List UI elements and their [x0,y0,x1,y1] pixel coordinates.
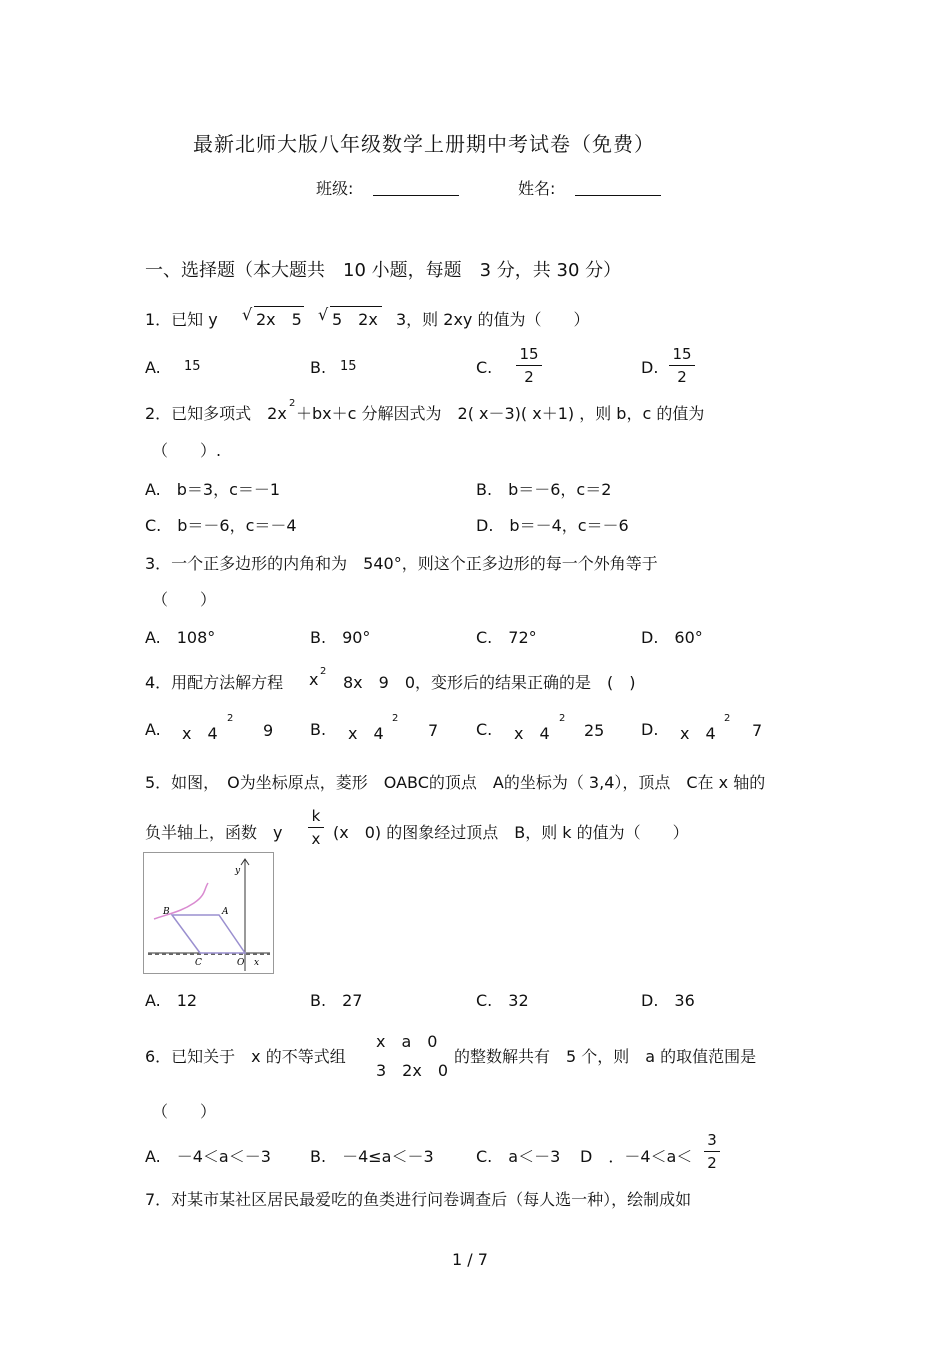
q1-option-a-value: 15 [184,359,201,374]
q2-option-a[interactable]: A. b＝3，c＝－1 [145,480,281,499]
class-blank[interactable] [373,194,459,196]
q2-option-d[interactable]: D. b＝－4，c＝－6 [476,516,629,535]
q5-option-c[interactable]: C. 32 [476,991,529,1010]
q6-option-c[interactable]: C. a＜－3 [476,1147,561,1166]
q4-option-a-letter[interactable]: A. [145,720,161,739]
q5-option-a[interactable]: A. 12 [145,991,198,1010]
q4-option-c-letter[interactable]: C. [476,720,493,739]
q4-stem-start: 4．用配方法解方程 [145,673,284,692]
q5-stem-line2-end: (x 0) 的图象经过顶点 B，则 k 的值为（ ） [333,823,689,842]
radical-2: √ [318,305,329,324]
q1-option-c-fraction: 15 2 [516,344,542,387]
q4-variable: x [309,670,319,689]
q2-stem-end: ＋bx＋c 分解因式为 2( x－3)( x＋1) ，则 b，c 的值为 [296,404,705,423]
q1-option-b-letter[interactable]: B. [310,358,327,377]
exam-title: 最新北师大版八年级数学上册期中考试卷（免费） [193,132,655,156]
q4-stem-end: 8x 9 0，变形后的结果正确的是 ( ) [343,673,636,692]
q1-option-b-value: 15 [340,359,357,374]
q4-option-c-rhs: 25 [584,721,605,740]
q1-option-d-fraction: 15 2 [669,344,695,387]
page-number: 1 / 7 [452,1250,488,1269]
q2-exponent: 2 [289,398,296,409]
q4-option-d-base: x 4 [680,724,716,743]
name-label: 姓名: [518,179,556,198]
q3-option-a[interactable]: A. 108° [145,628,216,647]
q4-option-c-base: x 4 [514,724,550,743]
q1-stem-end: 3，则 2xy 的值为（ ） [396,310,590,329]
q6-system-top: x a 0 [376,1032,438,1051]
label-y: y [235,866,241,876]
q2-option-c[interactable]: C. b＝－6，c＝－4 [145,516,297,535]
q6-option-a[interactable]: A. －4＜a＜－3 [145,1147,271,1166]
q4-option-d-letter[interactable]: D. [641,720,659,739]
q3-option-d[interactable]: D. 60° [641,628,703,647]
q6-paren: （ ） [152,1102,217,1121]
q4-exponent: 2 [320,666,327,677]
q6-option-b[interactable]: B. －4≤a＜－3 [310,1147,434,1166]
q4-option-b-base: x 4 [348,724,384,743]
rhombus-figure [143,852,274,974]
q6-option-d[interactable]: D ．－4＜a＜ [580,1147,693,1166]
q5-option-b[interactable]: B. 27 [310,991,363,1010]
q5-function-fraction: k x [308,806,324,849]
q2-option-b[interactable]: B. b＝－6，c＝2 [476,480,612,499]
q2-stem-start: 2．已知多项式 2x [145,404,287,423]
q4-option-b-rhs: 7 [428,721,439,740]
q3-option-b[interactable]: B. 90° [310,628,371,647]
q4-option-c-exp: 2 [559,713,566,724]
section-heading: 一、选择题（本大题共 10 小题，每题 3 分，共 30 分） [145,260,622,281]
q5-stem-line1: 5．如图， O为坐标原点，菱形 OABC的顶点 A的坐标为（ 3,4），顶点 C在 x 轴的 [145,773,766,792]
q4-option-a-base: x 4 [182,724,218,743]
q6-stem-end: 的整数解共有 5 个，则 a 的取值范围是 [454,1047,757,1066]
q5-option-d[interactable]: D. 36 [641,991,695,1010]
q1-option-c-letter[interactable]: C. [476,358,493,377]
q6-stem-start: 6．已知关于 x 的不等式组 [145,1047,346,1066]
q3-paren: （ ） [152,590,217,609]
label-x: x [254,958,260,968]
q3-option-c[interactable]: C. 72° [476,628,537,647]
q4-option-d-exp: 2 [724,713,731,724]
q2-paren: （ ）. [152,441,222,460]
q5-stem-line2-start: 负半轴上，函数 y [145,823,283,842]
q4-option-b-letter[interactable]: B. [310,720,327,739]
label-c: C [195,958,202,968]
rhombus-figure-svg [144,853,273,973]
radical-1: √ [242,305,253,324]
q4-option-d-rhs: 7 [752,721,763,740]
q1-radicand-1: 2x 5 [256,310,302,329]
class-label: 班级: [316,179,354,198]
label-a: A [222,907,229,917]
q1-stem-start: 1．已知 y [145,310,218,329]
q1-option-a-letter[interactable]: A. [145,358,161,377]
q4-option-a-rhs: 9 [263,721,274,740]
name-blank[interactable] [575,194,661,196]
q7-stem: 7．对某市某社区居民最爱吃的鱼类进行问卷调查后（每人选一种），绘制成如 [145,1190,692,1209]
q1-option-d-letter[interactable]: D. [641,358,659,377]
rhombus-oabc [172,915,245,953]
q3-stem: 3．一个正多边形的内角和为 540°，则这个正多边形的每一个外角等于 [145,554,658,573]
q4-option-a-exp: 2 [227,713,234,724]
label-o: O [237,958,245,968]
q6-option-d-fraction: 3 2 [704,1130,720,1173]
q4-option-b-exp: 2 [392,713,399,724]
q1-radicand-2: 5 2x [332,310,378,329]
label-b: B [163,907,170,917]
q6-system-bottom: 3 2x 0 [376,1061,449,1080]
